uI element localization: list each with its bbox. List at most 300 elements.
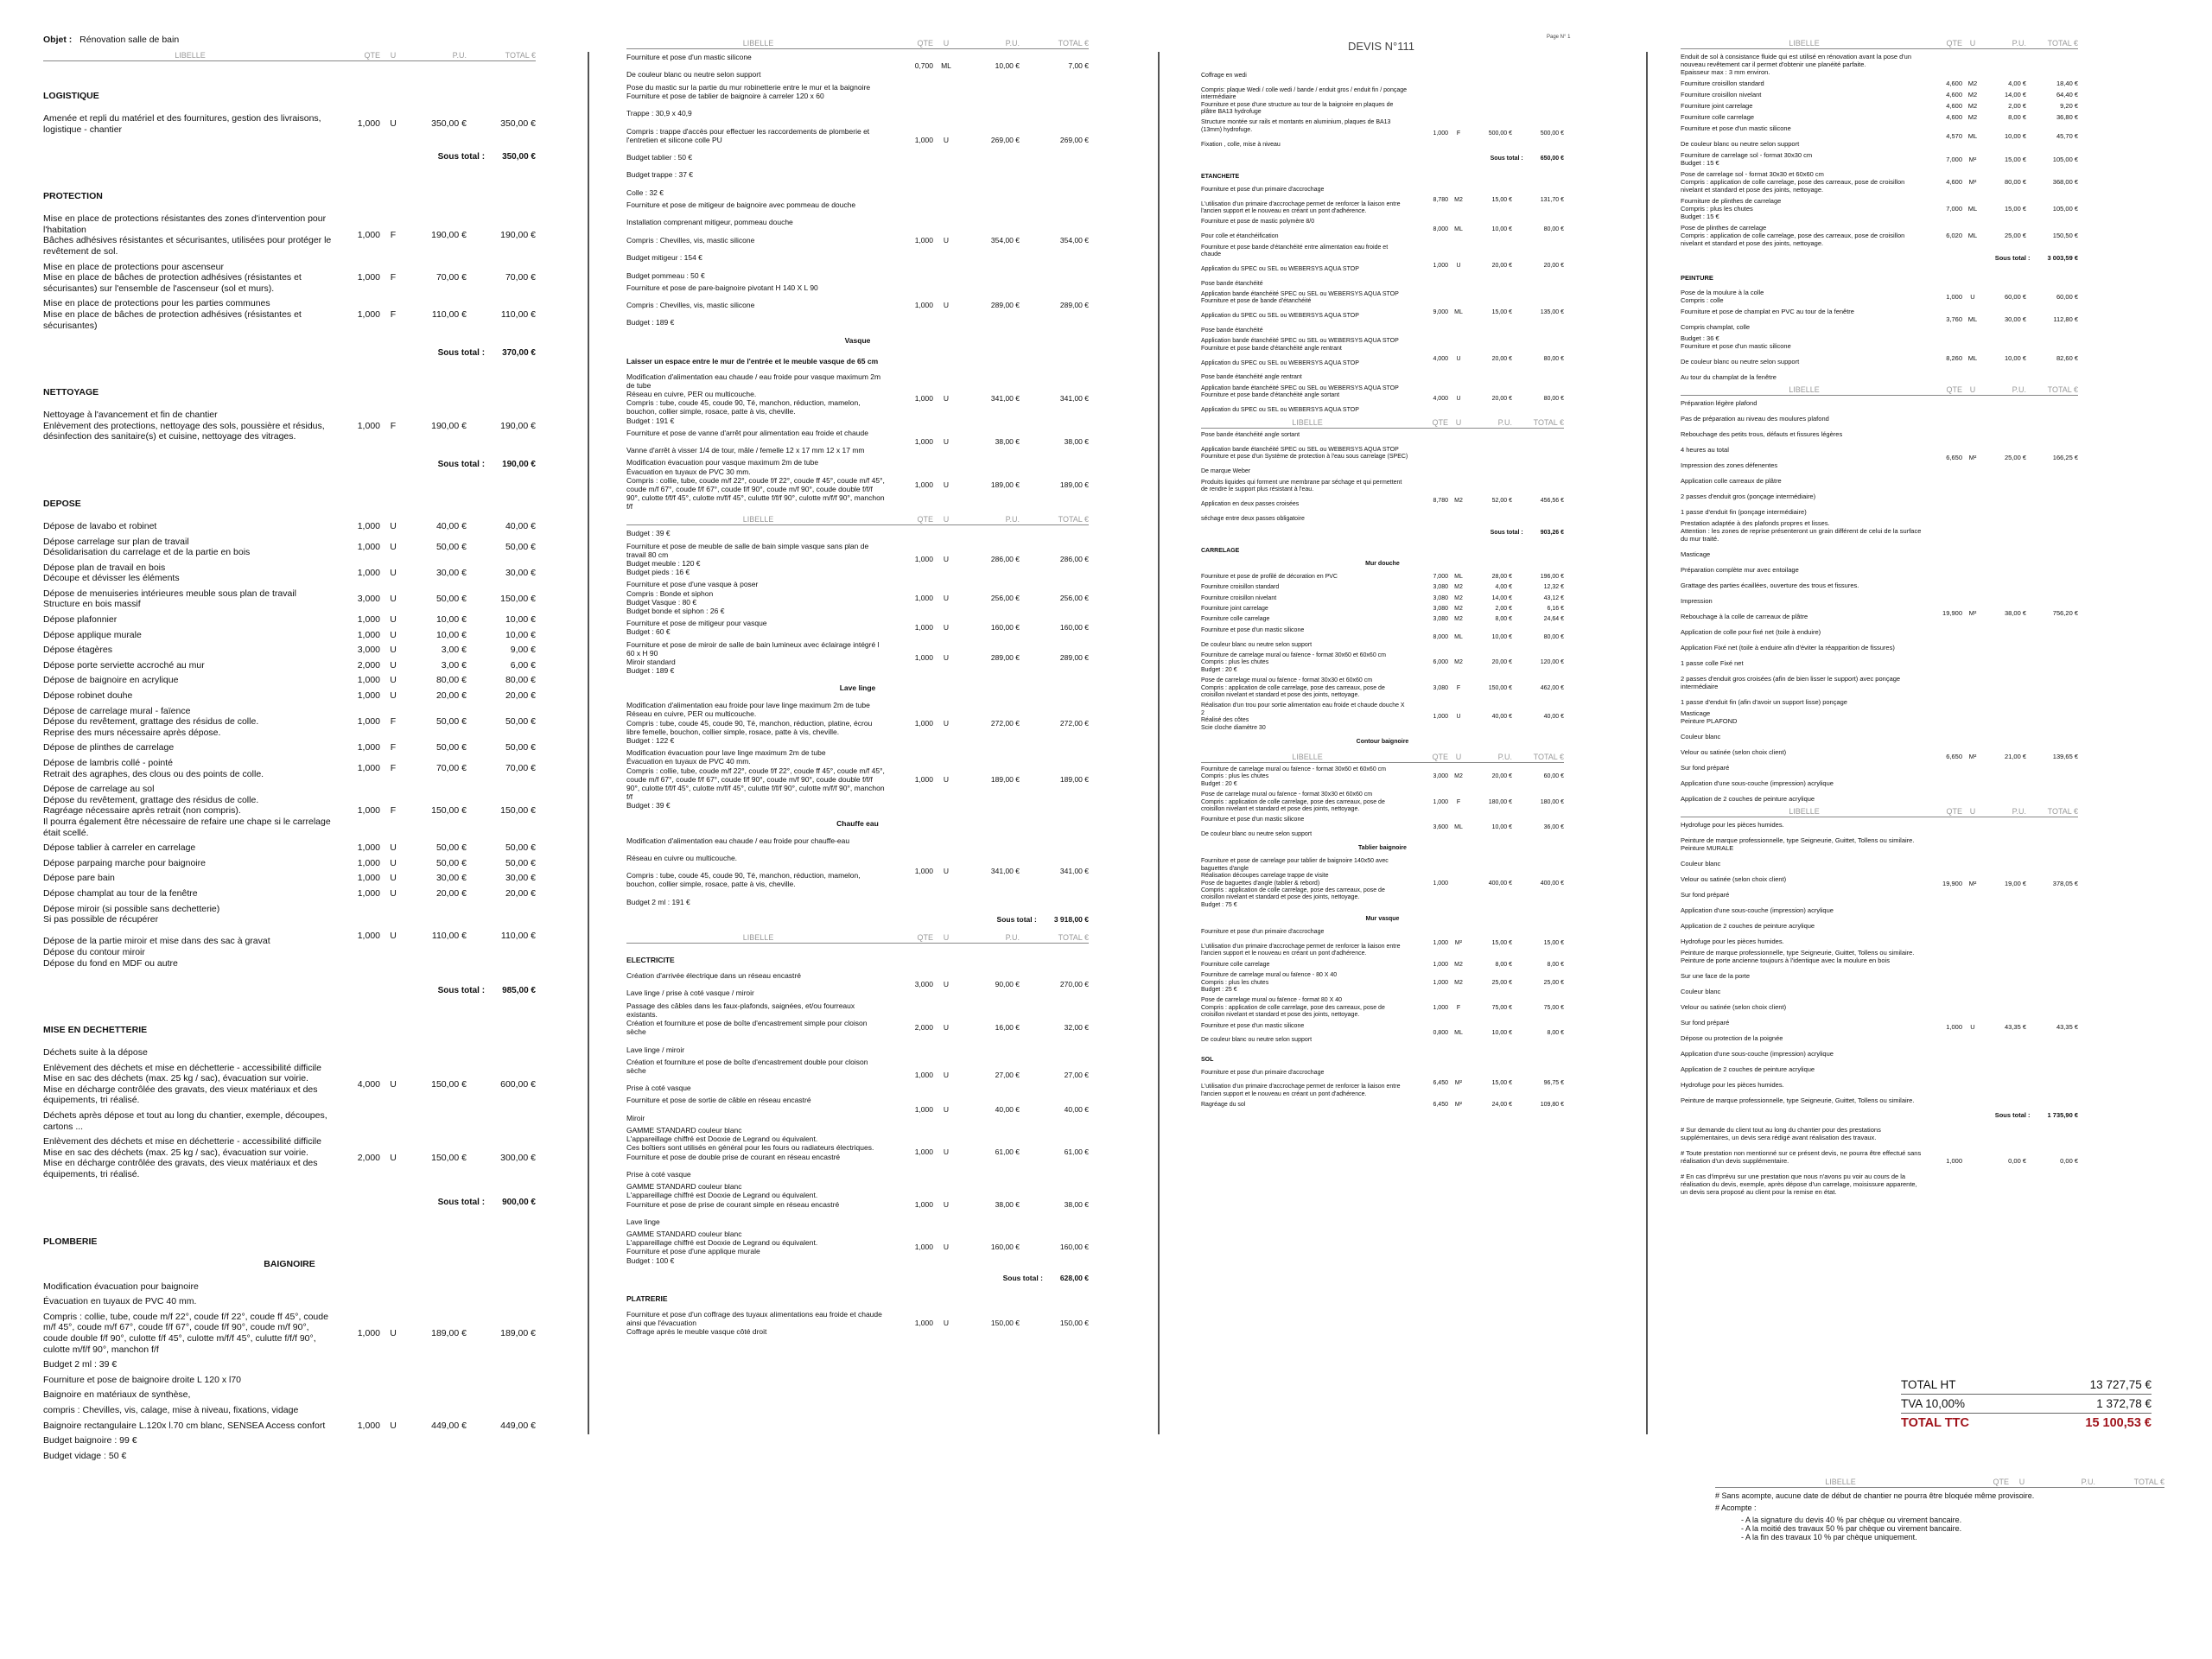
line-item bbox=[1681, 224, 2078, 247]
item-unit-price: 50,00 € bbox=[435, 594, 467, 605]
item-unit: U bbox=[943, 718, 950, 728]
item-unit: M2 bbox=[1454, 659, 1463, 666]
item-total: 82,60 € bbox=[2056, 353, 2078, 362]
item-total: 50,00 € bbox=[505, 541, 536, 552]
item-description: Mise en place de protections résistantes des zones d'intervention pour l'habitation Bâches adhésives résistantes et sécurisantes, utilisées pour protéger le revêtement de sol. bbox=[43, 213, 332, 257]
item-unit: U bbox=[390, 594, 397, 605]
item-description: Dépose étagères bbox=[43, 645, 112, 656]
item-total: 43,12 € bbox=[1543, 594, 1564, 601]
item-description: GAMME STANDARD couleur blanc L'appareillage chiffré est Dooxie de Legrand ou équivalent. Ces boîtiers sont utilisés en général pour les fours ou radiateurs électriques. Fourniture et pose de double prise de courant en réseau encastré Prise à coté vasque bbox=[626, 1126, 874, 1179]
subtotal-value: 3 003,59 € bbox=[2047, 254, 2078, 262]
item-description: Fourniture joint carrelage bbox=[1201, 606, 1268, 613]
item-unit: U bbox=[1456, 262, 1461, 269]
item-description: Dépose miroir (si possible sans dechetterie) Si pas possible de récupérer Dépose de la partie miroir et mise dans des sac à gravat Dépose du contour miroir Dépose du fond en MDF ou autre bbox=[43, 903, 270, 969]
table-header bbox=[1681, 385, 2078, 396]
subsection-heading: Tablier baignoire bbox=[1358, 845, 1407, 852]
line-item bbox=[1201, 1102, 1564, 1109]
header-libelle: LIBELLE bbox=[1789, 39, 1820, 48]
table-header bbox=[43, 50, 536, 61]
line-item bbox=[1681, 79, 2078, 87]
item-quantity: 0,800 bbox=[1433, 1029, 1448, 1036]
line-item bbox=[1201, 584, 1564, 591]
item-description: Fourniture et pose de mitigeur pour vasque Budget : 60 € bbox=[626, 619, 767, 637]
item-description: Budget baignoire : 99 € bbox=[43, 1435, 137, 1446]
item-quantity: 1,000 bbox=[914, 1070, 933, 1079]
header-total: TOTAL € bbox=[1533, 418, 1564, 428]
item-total: 70,00 € bbox=[505, 272, 536, 283]
item-description: Fourniture de carrelage mural ou faïence - format 30x60 et 60x60 cm Compris : plus les chutes Budget : 20 € bbox=[1201, 766, 1386, 787]
item-unit-price: 110,00 € bbox=[431, 308, 467, 320]
item-unit-price: 3,00 € bbox=[441, 645, 467, 656]
item-description: Nettoyage à l'avancement et fin de chantier Enlèvement des protections, nettoyage des sols, poussière et résidus, désinfection des sanitaire(s) et cuisine, nettoyage des vitrages. bbox=[43, 410, 325, 442]
header-qte: QTE bbox=[917, 39, 933, 48]
item-quantity: 1,000 bbox=[357, 1420, 380, 1431]
item-description: Pose de carrelage mural ou faïence - format 30x30 et 60x60 cm Compris : application de colle carrelage, pose des carreaux, pose de croisillon nivelant et standard et pose des joints, nettoyage. bbox=[1201, 791, 1385, 812]
item-description: Fourniture croisillon nivelant bbox=[1681, 91, 1762, 99]
subtotal-row bbox=[43, 348, 536, 358]
item-total: 110,00 € bbox=[500, 931, 536, 942]
item-quantity: 8,780 bbox=[1433, 197, 1448, 204]
item-total: 9,00 € bbox=[510, 645, 536, 656]
header-libelle: LIBELLE bbox=[1789, 385, 1820, 394]
subtotal-row bbox=[43, 986, 536, 995]
line-item bbox=[1681, 53, 2078, 76]
item-description: Pose bande étanchéité angle sortant Application bande étanchéité SPEC ou SEL ou WEBERSYS AQUA STOP Fourniture et pose d'un Système de protection à l'eau sous carrelage (SPEC) De marque Weber bbox=[1201, 432, 1408, 475]
item-unit-price: 70,00 € bbox=[435, 763, 467, 774]
line-item bbox=[626, 640, 1089, 676]
subtotal-row bbox=[626, 915, 1089, 924]
item-unit-price: 10,00 € bbox=[1491, 226, 1512, 232]
item-unit-price: 150,00 € bbox=[431, 1153, 467, 1164]
line-item bbox=[43, 1110, 536, 1132]
line-item bbox=[43, 1405, 536, 1416]
total-ttc-label: TOTAL TTC bbox=[1901, 1416, 1969, 1430]
total-ht-label: TOTAL HT bbox=[1901, 1378, 1956, 1391]
item-unit: M² bbox=[1968, 608, 1977, 617]
item-unit-price: 60,00 € bbox=[2004, 292, 2026, 301]
line-item bbox=[1681, 289, 2078, 304]
item-unit: U bbox=[390, 520, 397, 531]
subtotal-row bbox=[1681, 254, 2078, 262]
item-unit: U bbox=[943, 1104, 950, 1114]
item-unit: M² bbox=[1968, 752, 1977, 760]
item-unit: M2 bbox=[1967, 102, 1978, 110]
item-description: Budget : 36 € Fourniture et pose d'un mastic silicone De couleur blanc ou neutre selon support Au tour du champlat de la fenêtre bbox=[1681, 334, 1800, 381]
devis-title: DEVIS N°111 bbox=[1348, 40, 1414, 53]
item-quantity: 2,000 bbox=[914, 1023, 933, 1033]
item-total: 80,00 € bbox=[1543, 226, 1564, 232]
header-unit: U bbox=[943, 933, 950, 942]
item-unit: U bbox=[943, 235, 950, 245]
item-description: Dépose parpaing marche pour baignoire bbox=[43, 857, 206, 868]
item-total: 20,00 € bbox=[505, 690, 536, 702]
item-quantity: 3,000 bbox=[357, 594, 380, 605]
item-unit-price: 2,00 € bbox=[1495, 606, 1512, 613]
item-unit: M2 bbox=[1454, 594, 1463, 601]
header-total: TOTAL € bbox=[2047, 39, 2078, 48]
item-total: 400,00 € bbox=[1540, 880, 1564, 887]
item-unit: U bbox=[390, 567, 397, 578]
item-unit-price: 15,00 € bbox=[2004, 155, 2026, 163]
item-unit-price: 8,00 € bbox=[1495, 961, 1512, 968]
item-unit: M2 bbox=[1454, 197, 1463, 204]
header-pu: P.U. bbox=[2081, 1478, 2095, 1486]
item-unit-price: 38,00 € bbox=[995, 436, 1020, 446]
item-unit: U bbox=[1456, 713, 1461, 720]
item-quantity: 1,000 bbox=[914, 135, 933, 144]
item-unit-price: 110,00 € bbox=[431, 931, 467, 942]
item-unit-price: 50,00 € bbox=[435, 842, 467, 854]
item-total: 40,00 € bbox=[505, 520, 536, 531]
item-description: Fourniture colle carrelage bbox=[1201, 961, 1270, 968]
header-pu: P.U. bbox=[1005, 933, 1020, 942]
line-item bbox=[626, 971, 1089, 998]
line-item bbox=[626, 372, 1089, 425]
item-description: Fourniture et pose de meuble de salle de bain simple vasque sans plan de travail 80 cm Budget meuble : 120 € Budget pieds : 16 € bbox=[626, 541, 869, 577]
line-item bbox=[43, 1451, 536, 1462]
subsection-heading: Contour baignoire bbox=[1356, 738, 1409, 745]
item-description: Dépose de baignoire en acrylique bbox=[43, 675, 179, 686]
item-unit-price: 75,00 € bbox=[1491, 1004, 1512, 1011]
line-item bbox=[1201, 702, 1564, 732]
item-unit-price: 15,00 € bbox=[1491, 939, 1512, 946]
column-separator bbox=[1158, 52, 1160, 1434]
item-total: 131,70 € bbox=[1540, 197, 1564, 204]
item-unit-price: 50,00 € bbox=[435, 541, 467, 552]
section-heading: CARRELAGE bbox=[1201, 547, 1240, 554]
header-pu: P.U. bbox=[1005, 515, 1020, 524]
item-total: 289,00 € bbox=[1059, 652, 1089, 662]
item-total: 150,00 € bbox=[500, 594, 536, 605]
item-total: 8,00 € bbox=[1547, 1029, 1564, 1036]
item-description: Peinture de marque professionnelle, type Seigneurie, Guittet, Tollens ou similaire. Peinture de porte ancienne toujours à l'identique avec la moulure en bois Sur une face de la porte Couleur blanc Velour ou satinée (selon choix client) Sur fond préparé Dépose ou protection de la poignée Application d'une sous-couche (impression) acrylique Application de 2 couches de peinture acrylique Hydrofuge pour les pièces humides. Peinture de marque professionnelle, type Seigneurie, Guittet, Tollens ou similaire. bbox=[1681, 949, 1915, 1104]
line-item bbox=[1201, 119, 1564, 149]
item-unit: F bbox=[1456, 798, 1461, 805]
item-unit: F bbox=[390, 420, 397, 431]
item-total: 9,20 € bbox=[2060, 102, 2078, 110]
item-unit: U bbox=[390, 887, 397, 899]
item-unit-price: 27,00 € bbox=[995, 1070, 1020, 1079]
header-libelle: LIBELLE bbox=[742, 39, 774, 48]
item-description: Préparation légère plafond Pas de préparation au niveau des moulures plafond Rebouchage des petits trous, défauts et fissures légères 4 heures au total Impression des zones défenentes Application colle carreaux de plâtre 2 passes d'enduit gros (ponçage intermédiaire) 1 passe d'enduit fin (ponçage intermédiaire) bbox=[1681, 399, 1843, 516]
item-total: 80,00 € bbox=[1543, 356, 1564, 363]
item-unit-price: 189,00 € bbox=[431, 1327, 467, 1338]
line-item bbox=[1681, 334, 2078, 381]
item-description: Modification d'alimentation eau chaude / eau froide pour vasque maximum 2m de tube Réseau en cuivre, PER ou multicouche. Compris : tube, coude 45, coude 90, Té, manchon, réduction, mamelon, bouchon, collier simple, rosace, patte à vis, cheville. Budget : 191 € bbox=[626, 372, 881, 425]
item-quantity: 3,080 bbox=[1433, 584, 1448, 591]
item-quantity: 1,000 bbox=[1433, 798, 1448, 805]
section-heading: PROTECTION bbox=[43, 191, 103, 202]
subtotal-row bbox=[43, 460, 536, 469]
item-quantity: 1,000 bbox=[1433, 961, 1448, 968]
header-pu: P.U. bbox=[1005, 39, 1020, 48]
item-description: Création et fourniture et pose de boîte d'encastrement double pour cloison sèche Prise à coté vasque bbox=[626, 1057, 868, 1093]
item-quantity: 4,000 bbox=[1433, 396, 1448, 403]
item-unit-price: 80,00 € bbox=[435, 675, 467, 686]
header-unit: U bbox=[1455, 418, 1462, 428]
item-unit: F bbox=[1456, 130, 1461, 137]
item-unit: U bbox=[390, 842, 397, 854]
item-description: Enlèvement des déchets et mise en déchetterie - accessibilité difficile Mise en sac des déchets (max. 25 kg / sac), évacuation sur voirie. Mise en décharge contrôlée des gravats, des vieux matériaux et des équipements, tri réalisé. bbox=[43, 1062, 321, 1106]
item-description: Dépose carrelage sur plan de travail Désolidarisation du carrelage et de la partie en bois bbox=[43, 536, 251, 558]
item-total: 50,00 € bbox=[505, 742, 536, 753]
item-quantity: 1,000 bbox=[914, 1147, 933, 1157]
item-unit: ML bbox=[941, 61, 951, 71]
item-unit-price: 40,00 € bbox=[435, 520, 467, 531]
item-unit: U bbox=[390, 118, 397, 130]
item-description: Mise en place de protections pour ascenseur Mise en place de bâches de protection adhésives (résistantes et sécurisantes) sur l'ensemble de l'ascenseur (sol et murs). bbox=[43, 261, 302, 294]
item-quantity: 1,000 bbox=[1433, 130, 1448, 137]
line-item bbox=[43, 742, 536, 753]
item-description: Fourniture et pose de champlat en PVC au tour de la fenêtre Compris champlat, colle bbox=[1681, 308, 1854, 331]
item-quantity: 1,000 bbox=[914, 1319, 933, 1327]
table-header bbox=[1201, 752, 1564, 763]
line-item bbox=[626, 836, 1089, 907]
item-unit: U bbox=[943, 554, 950, 563]
item-unit: U bbox=[943, 1147, 950, 1157]
item-unit-price: 20,00 € bbox=[1491, 396, 1512, 403]
subtotal-label: Sous total : bbox=[1490, 529, 1523, 536]
item-quantity: 8,000 bbox=[1433, 226, 1448, 232]
line-item bbox=[43, 1389, 536, 1401]
item-total: 462,00 € bbox=[1540, 684, 1564, 691]
line-item bbox=[626, 83, 1089, 197]
item-unit-price: 50,00 € bbox=[435, 857, 467, 868]
item-total: 60,00 € bbox=[2056, 292, 2078, 301]
item-total: 43,35 € bbox=[2056, 1022, 2078, 1031]
line-item bbox=[1201, 385, 1564, 415]
item-total: 70,00 € bbox=[505, 763, 536, 774]
item-description: Fourniture de carrelage sol - format 30x30 cm Budget : 15 € bbox=[1681, 151, 1813, 167]
section-heading: ETANCHEITE bbox=[1201, 173, 1240, 180]
item-total: 96,75 € bbox=[1543, 1080, 1564, 1087]
item-quantity: 4,000 bbox=[357, 1078, 380, 1090]
item-total: 286,00 € bbox=[1059, 554, 1089, 563]
item-unit: U bbox=[390, 675, 397, 686]
item-quantity: 4,600 bbox=[1946, 113, 1962, 121]
item-quantity: 1,000 bbox=[357, 805, 380, 817]
item-unit-price: 30,00 € bbox=[435, 873, 467, 884]
subtotal-value: 985,00 € bbox=[502, 986, 536, 996]
line-item bbox=[1681, 709, 2078, 803]
item-total: 112,80 € bbox=[2053, 315, 2078, 323]
item-unit-price: 25,00 € bbox=[2004, 232, 2026, 239]
page-column-3 bbox=[1201, 69, 1564, 1113]
line-item bbox=[43, 213, 536, 257]
item-description: Enlèvement des déchets et mise en déchetterie - accessibilité difficile Mise en sac des déchets (max. 25 kg / sac), évacuation sur voirie. Mise en décharge contrôlée des gravats, des vieux matériaux et des équipements, tri réalisé. bbox=[43, 1136, 321, 1180]
item-quantity: 3,080 bbox=[1433, 684, 1448, 691]
item-unit-price: 90,00 € bbox=[995, 980, 1020, 989]
item-unit-price: 20,00 € bbox=[435, 690, 467, 702]
item-quantity: 1,000 bbox=[914, 623, 933, 632]
subtotal-label: Sous total : bbox=[1994, 1111, 2031, 1119]
line-item bbox=[1201, 858, 1564, 909]
item-quantity: 4,600 bbox=[1946, 79, 1962, 87]
section-heading: PLATRERIE bbox=[626, 1294, 668, 1303]
line-item bbox=[1201, 291, 1564, 334]
item-unit-price: 10,00 € bbox=[435, 614, 467, 626]
item-total: 449,00 € bbox=[500, 1420, 536, 1431]
subtotal-label: Sous total : bbox=[437, 986, 486, 996]
subsection-heading: BAIGNOIRE bbox=[264, 1258, 315, 1269]
item-total: 6,16 € bbox=[1547, 606, 1564, 613]
item-unit-price: 20,00 € bbox=[1491, 773, 1512, 780]
item-description: Mise en place de protections pour les parties communes Mise en place de bâches de protection adhésives (résistantes et sécurisantes) bbox=[43, 298, 302, 331]
item-total: 120,00 € bbox=[1540, 659, 1564, 666]
item-unit: M2 bbox=[1454, 773, 1463, 780]
header-pu: P.U. bbox=[2012, 807, 2026, 816]
header-unit: U bbox=[390, 51, 397, 60]
item-unit: U bbox=[390, 931, 397, 942]
item-total: 354,00 € bbox=[1059, 235, 1089, 245]
item-description: Fourniture et pose de pare-baignoire pivotant H 140 X L 90 Compris : Chevilles, vis, mastic silicone Budget : 189 € bbox=[626, 283, 818, 327]
line-item bbox=[1201, 606, 1564, 613]
item-unit: U bbox=[943, 593, 950, 602]
item-quantity: 6,450 bbox=[1433, 1080, 1448, 1087]
item-description: Budget 2 ml : 39 € bbox=[43, 1359, 118, 1370]
line-item bbox=[626, 542, 1089, 577]
item-description: Fourniture croisillon standard bbox=[1681, 79, 1764, 87]
page-column-4 bbox=[1681, 35, 2078, 1199]
item-quantity: 3,600 bbox=[1433, 823, 1448, 830]
line-item bbox=[43, 858, 536, 869]
item-description: Dépose de plinthes de carrelage bbox=[43, 742, 175, 753]
line-item bbox=[1681, 949, 2078, 1104]
item-unit: M² bbox=[1968, 178, 1977, 186]
line-item bbox=[43, 904, 536, 969]
header-unit: U bbox=[1969, 807, 1976, 816]
item-total: 30,00 € bbox=[505, 873, 536, 884]
item-description: Amenée et repli du matériel et des fournitures, gestion des livraisons, logistique - chantier bbox=[43, 113, 321, 135]
item-total: 7,00 € bbox=[1068, 61, 1089, 71]
item-description: Structure montée sur rails et montants en aluminium, plaques de BA13 (13mm) hydrofuge. Fixation , colle, mise à niveau bbox=[1201, 119, 1391, 148]
line-item bbox=[1201, 972, 1564, 994]
item-description: Pose de plinthes de carrelage Compris : application de colle carrelage, pose des carreaux, pose de croisillon nivelant et standard et pose des joints, nettoyage. bbox=[1681, 224, 1905, 247]
item-description: Modification d'alimentation eau chaude / eau froide pour chauffe-eau Réseau en cuivre ou multicouche. Compris : tube, coude 45, coude 90, Té, manchon, réduction, mamelon, bouchon, collier simple, rosace, patte à vis, cheville. Budget 2 ml : 191 € bbox=[626, 836, 861, 906]
item-unit-price: 150,00 € bbox=[431, 1078, 467, 1090]
header-unit: U bbox=[1969, 385, 1976, 394]
item-unit-price: 40,00 € bbox=[995, 1104, 1020, 1114]
item-total: 45,70 € bbox=[2056, 132, 2078, 140]
item-quantity: 1,000 bbox=[1946, 1022, 1962, 1031]
item-quantity: 8,260 bbox=[1946, 353, 1962, 362]
subtotal-label: Sous total : bbox=[1002, 1273, 1043, 1282]
subtotal-row bbox=[1681, 1111, 2078, 1119]
item-unit-price: 350,00 € bbox=[431, 118, 467, 130]
item-quantity: 6,650 bbox=[1946, 752, 1962, 760]
line-item bbox=[626, 1001, 1089, 1054]
item-unit-price: 289,00 € bbox=[990, 301, 1020, 310]
item-total: 189,00 € bbox=[500, 1327, 536, 1338]
item-description: Fourniture joint carrelage bbox=[1681, 102, 1753, 110]
item-description: Prestation adaptée à des plafonds propres et lisses. Attention : les zones de reprise présenteront un grain différent de celui de la surface du mur traité. Masticage Préparation complète mur avec entoilage Grattage des parties écaillées, ouverture des trous et fissures. Impression Rebouchage à la colle de carreaux de plâtre Application de colle pour fixé net (toile à enduire) Application Fixé net (toile à enduire afin d'éviter la réapparition de fissures) 1 passe colle Fixé net 2 passes d'enduit gros croisées (afin de bien lisser le support) avec ponçage intermédiaire 1 passe d'enduit fin (afin d'avoir un support lisse) ponçage bbox=[1681, 519, 1922, 706]
line-item bbox=[43, 645, 536, 656]
item-description: Fourniture et pose d'un mastic silicone De couleur blanc ou neutre selon support bbox=[626, 53, 761, 79]
item-quantity: 1,000 bbox=[357, 1327, 380, 1338]
line-item bbox=[43, 1047, 536, 1058]
line-item bbox=[1201, 616, 1564, 623]
item-unit: M² bbox=[1454, 939, 1463, 946]
total-ttc-value: 15 100,53 € bbox=[2085, 1416, 2152, 1430]
item-description: Budget : 39 € bbox=[626, 529, 671, 538]
item-total: 60,00 € bbox=[1543, 773, 1564, 780]
item-description: Pose de carrelage mural ou faïence - format 80 X 40 Compris : application de colle carrelage, pose des carreaux, pose de croisillon nivelant et standard et pose des joints, nettoyage. bbox=[1201, 997, 1385, 1019]
item-total: 368,00 € bbox=[2052, 178, 2078, 186]
header-qte: QTE bbox=[1946, 807, 1962, 816]
item-quantity: 3,760 bbox=[1946, 315, 1962, 323]
item-total: 64,40 € bbox=[2056, 91, 2078, 99]
item-description: Dépose pare bain bbox=[43, 873, 115, 884]
item-unit-price: 15,00 € bbox=[1491, 1080, 1512, 1087]
section-heading: SOL bbox=[1201, 1056, 1214, 1063]
item-unit: M2 bbox=[1454, 616, 1463, 623]
line-item bbox=[43, 1281, 536, 1293]
acompte-item: - A la moitié des travaux 50 % par chèque ou virement bancaire. bbox=[1741, 1524, 2164, 1533]
item-description: Modification d'alimentation eau froide pour lave linge maximum 2m de tube Réseau en cuivre, PER ou multicouche. Compris : tube, coude 45, coude 90, Té, manchon, réduction, platine, écrou libre femelle, bouchon, collier simple, rosace, patte à vis, cheville. Budget : 122 € bbox=[626, 701, 873, 745]
item-quantity: 1,000 bbox=[357, 742, 380, 753]
item-description: Pose de carrelage sol - format 30x30 et 60x60 cm Compris : application de colle carrelage, pose des carreaux, pose de croisillon nivelant et standard et pose des joints, nettoyage. bbox=[1681, 170, 1905, 194]
item-total: 109,80 € bbox=[1540, 1102, 1564, 1109]
item-unit: U bbox=[1970, 1022, 1975, 1031]
item-total: 110,00 € bbox=[500, 308, 536, 320]
item-unit: U bbox=[943, 623, 950, 632]
item-quantity: 1,000 bbox=[357, 420, 380, 431]
item-total: 8,00 € bbox=[1547, 961, 1564, 968]
line-item bbox=[43, 262, 536, 295]
item-unit-price: 2,00 € bbox=[2008, 102, 2026, 110]
line-item bbox=[1681, 197, 2078, 220]
item-unit: M2 bbox=[1454, 961, 1463, 968]
item-description: Fourniture et pose d'un mastic silicone De couleur blanc ou neutre selon support bbox=[1201, 1022, 1313, 1044]
item-description: Dépose de menuiseries intérieures meuble sous plan de travail Structure en bois massif bbox=[43, 588, 296, 610]
header-qte: QTE bbox=[1432, 752, 1448, 761]
item-unit-price: 272,00 € bbox=[990, 718, 1020, 728]
item-total: 269,00 € bbox=[1059, 135, 1089, 144]
item-unit-price: 16,00 € bbox=[995, 1023, 1020, 1033]
header-libelle: LIBELLE bbox=[742, 933, 774, 942]
item-quantity: 1,000 bbox=[914, 554, 933, 563]
line-item bbox=[43, 1312, 536, 1355]
item-total: 105,00 € bbox=[2052, 205, 2078, 213]
line-item bbox=[626, 429, 1089, 455]
line-item bbox=[1201, 791, 1564, 813]
item-total: 105,00 € bbox=[2052, 155, 2078, 163]
line-item bbox=[1681, 399, 2078, 516]
item-quantity: 1,000 bbox=[1433, 713, 1448, 720]
item-unit-price: 286,00 € bbox=[990, 554, 1020, 563]
line-item bbox=[43, 660, 536, 671]
header-libelle: LIBELLE bbox=[1292, 752, 1323, 761]
item-unit: ML bbox=[1967, 205, 1978, 213]
item-description: Pose du mastic sur la partie du mur robinetterie entre le mur et la baignoire Fourniture et pose de tablier de baignoire à carreler 120 x 60 Trappe : 30,9 x 40,9 Compris : trappe d'accès pour effectuer les raccordements de plomberie et l'entretien et silicone colle PU Budget tablier : 50 € Budget trappe : 37 € Colle : 32 € bbox=[626, 82, 871, 197]
line-item bbox=[43, 410, 536, 442]
item-quantity: 1,000 bbox=[914, 867, 933, 876]
item-quantity: 1,000 bbox=[1433, 880, 1448, 887]
page-column-1 bbox=[43, 35, 536, 1465]
item-description: Hydrofuge pour les pièces humides. Peinture de marque professionnelle, type Seigneurie, Guittet, Tollens ou similaire. Peinture MURALE Couleur blanc Velour ou satinée (selon choix client) Sur fond préparé Application d'une sous-couche (impression) acrylique Application de 2 couches de peinture acrylique Hydrofuge pour les pièces humides. bbox=[1681, 821, 1915, 945]
line-item bbox=[1681, 170, 2078, 194]
item-unit: M2 bbox=[1454, 979, 1463, 986]
item-unit: M2 bbox=[1967, 79, 1978, 87]
item-unit-price: 4,00 € bbox=[2008, 79, 2026, 87]
item-unit: U bbox=[943, 1199, 950, 1209]
subtotal-value: 900,00 € bbox=[502, 1197, 536, 1207]
item-unit-price: 180,00 € bbox=[1488, 798, 1512, 805]
item-description: Évacuation en tuyaux de PVC 40 mm. bbox=[43, 1296, 197, 1307]
item-quantity: 1,000 bbox=[1433, 1004, 1448, 1011]
item-quantity: 3,000 bbox=[914, 980, 933, 989]
item-unit: U bbox=[943, 394, 950, 404]
